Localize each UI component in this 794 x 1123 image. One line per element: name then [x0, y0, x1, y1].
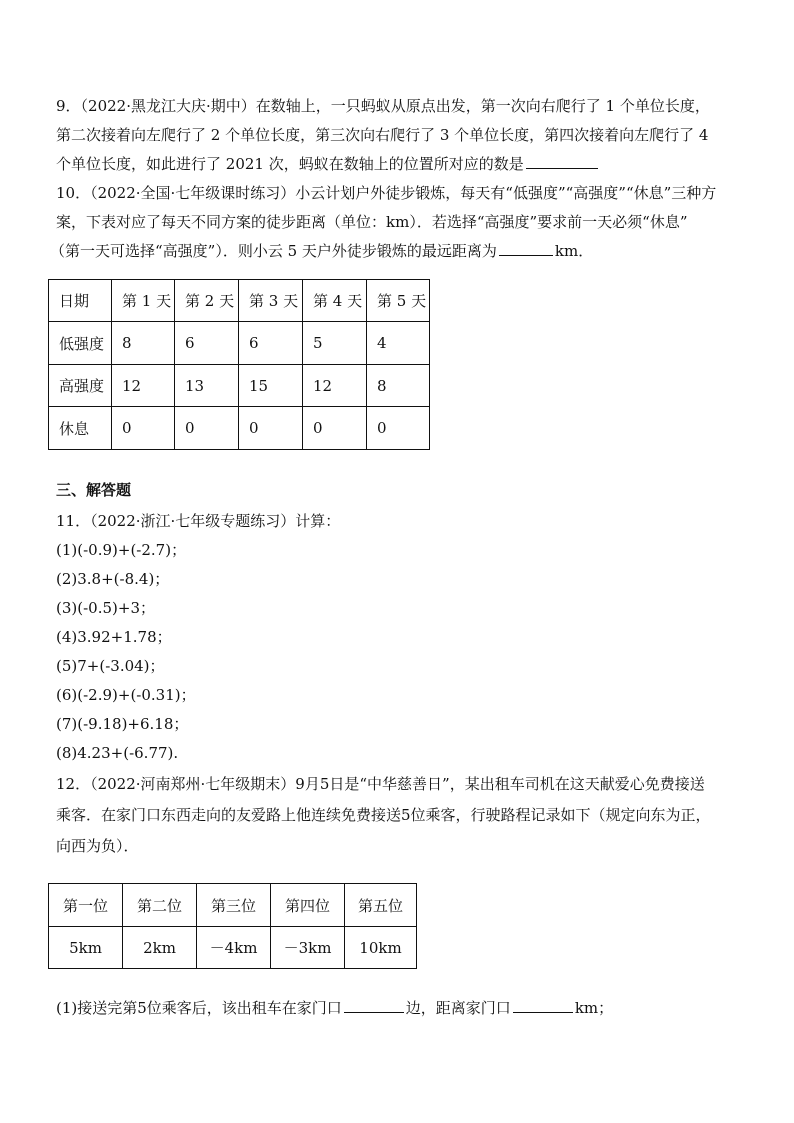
q10-cell: 0 [303, 407, 367, 450]
q11-item: (3)(-0.5)+3； [56, 599, 155, 617]
q10-cell: 12 [303, 365, 367, 407]
q10-cell: 8 [367, 365, 430, 407]
q10-table-row [49, 407, 430, 450]
q12-sub-1-unit: km； [574, 999, 614, 1017]
q10-header-cell: 日期 [49, 280, 112, 322]
q10-cell: 0 [112, 407, 175, 450]
q10-line-2: 案，下表对应了每天不同方案的徒步距离（单位：km）．若选择“高强度”要求前一天必须“休息” [56, 213, 688, 231]
q9-line-2: 第二次接着向左爬行了 2 个单位长度，第三次向右爬行了 3 个单位长度，第四次接着向左爬行了 4 [56, 126, 709, 144]
q12-line-1: 12．（2022·河南郑州·七年级期末）9月5日是“中华慈善日”，某出租车司机在这天献爱心免费接送 [56, 775, 705, 793]
q10-row-label: 休息 [49, 407, 112, 450]
q11-item: (4)3.92+1.78； [56, 628, 172, 646]
q12-sub-1 [56, 994, 746, 1023]
q12-cell: 10km [345, 927, 417, 969]
q12-table-header-row [49, 884, 417, 927]
q11-item: (1)(-0.9)+(-2.7)； [56, 541, 187, 559]
q10-cell: 15 [239, 365, 303, 407]
q12-table [48, 883, 417, 969]
q10-line-3-text: （第一天可选择“高强度”）．则小云 5 天户外徒步锻炼的最远距离为 [50, 242, 497, 260]
q12-distance-blank[interactable] [513, 995, 573, 1013]
q10-header-cell: 第 2 天 [175, 280, 239, 322]
q10-cell: 12 [112, 365, 175, 407]
q12-cell: 2km [123, 927, 197, 969]
q10-cell: 0 [175, 407, 239, 450]
q10-line-3 [50, 237, 740, 266]
q10-cell: 4 [367, 322, 430, 365]
q12-header-cell: 第三位 [197, 884, 271, 927]
q10-cell: 6 [175, 322, 239, 365]
q11-item: (8)4.23+(-6.77). [56, 744, 179, 762]
q10-line-1: 10．（2022·全国·七年级课时练习）小云计划户外徒步锻炼，每天有“低强度”“高强度”“休息”三种方 [56, 184, 717, 202]
q9-line-3-text: 个单位长度，如此进行了 2021 次，蚂蚁在数轴上的位置所对应的数是 [56, 155, 524, 173]
q10-answer-blank[interactable] [499, 238, 553, 256]
q10-cell: 5 [303, 322, 367, 365]
q10-header-cell: 第 1 天 [112, 280, 175, 322]
q10-cell: 13 [175, 365, 239, 407]
q10-cell: 0 [239, 407, 303, 450]
q12-header-cell: 第一位 [49, 884, 123, 927]
q12-header-cell: 第四位 [271, 884, 345, 927]
q9-line-3 [56, 150, 746, 179]
q10-cell: 6 [239, 322, 303, 365]
q11-item: (7)(-9.18)+6.18； [56, 715, 189, 733]
q10-table-row [49, 365, 430, 407]
q12-cell: －3km [271, 927, 345, 969]
q12-direction-blank[interactable] [344, 995, 404, 1013]
q12-cell: －4km [197, 927, 271, 969]
q12-sub-1-mid: 边，距离家门口 [405, 999, 511, 1017]
q10-table-header-row [49, 280, 430, 322]
q12-header-cell: 第二位 [123, 884, 197, 927]
q12-sub-1-text: (1)接送完第5位乘客后，该出租车在家门口 [56, 999, 342, 1017]
q9-line-1: 9．（2022·黑龙江大庆·期中）在数轴上，一只蚂蚁从原点出发，第一次向右爬行了 1 个单位长度， [56, 97, 710, 115]
q9-answer-blank[interactable] [526, 151, 598, 169]
section-heading: 三、解答题 [56, 481, 132, 499]
q10-header-cell: 第 5 天 [367, 280, 430, 322]
q12-cell: 5km [49, 927, 123, 969]
q12-line-3: 向西为负）． [56, 837, 139, 855]
q12-line-2: 乘客．在家门口东西走向的友爱路上他连续免费接送5位乘客，行驶路程记录如下（规定向东为正， [56, 806, 711, 824]
q11-title: 11．（2022·浙江·七年级专题练习）计算： [56, 512, 341, 530]
q12-header-cell: 第五位 [345, 884, 417, 927]
q10-unit: km． [554, 242, 594, 260]
q10-cell: 0 [367, 407, 430, 450]
q10-header-cell: 第 4 天 [303, 280, 367, 322]
q10-row-label: 高强度 [49, 365, 112, 407]
q11-item: (6)(-2.9)+(-0.31)； [56, 686, 196, 704]
q10-table [48, 279, 430, 450]
q10-cell: 8 [112, 322, 175, 365]
q10-row-label: 低强度 [49, 322, 112, 365]
q10-header-cell: 第 3 天 [239, 280, 303, 322]
q11-item: (5)7+(-3.04)； [56, 657, 165, 675]
q11-item: (2)3.8+(-8.4)； [56, 570, 170, 588]
q12-table-row [49, 927, 417, 969]
q10-table-row [49, 322, 430, 365]
